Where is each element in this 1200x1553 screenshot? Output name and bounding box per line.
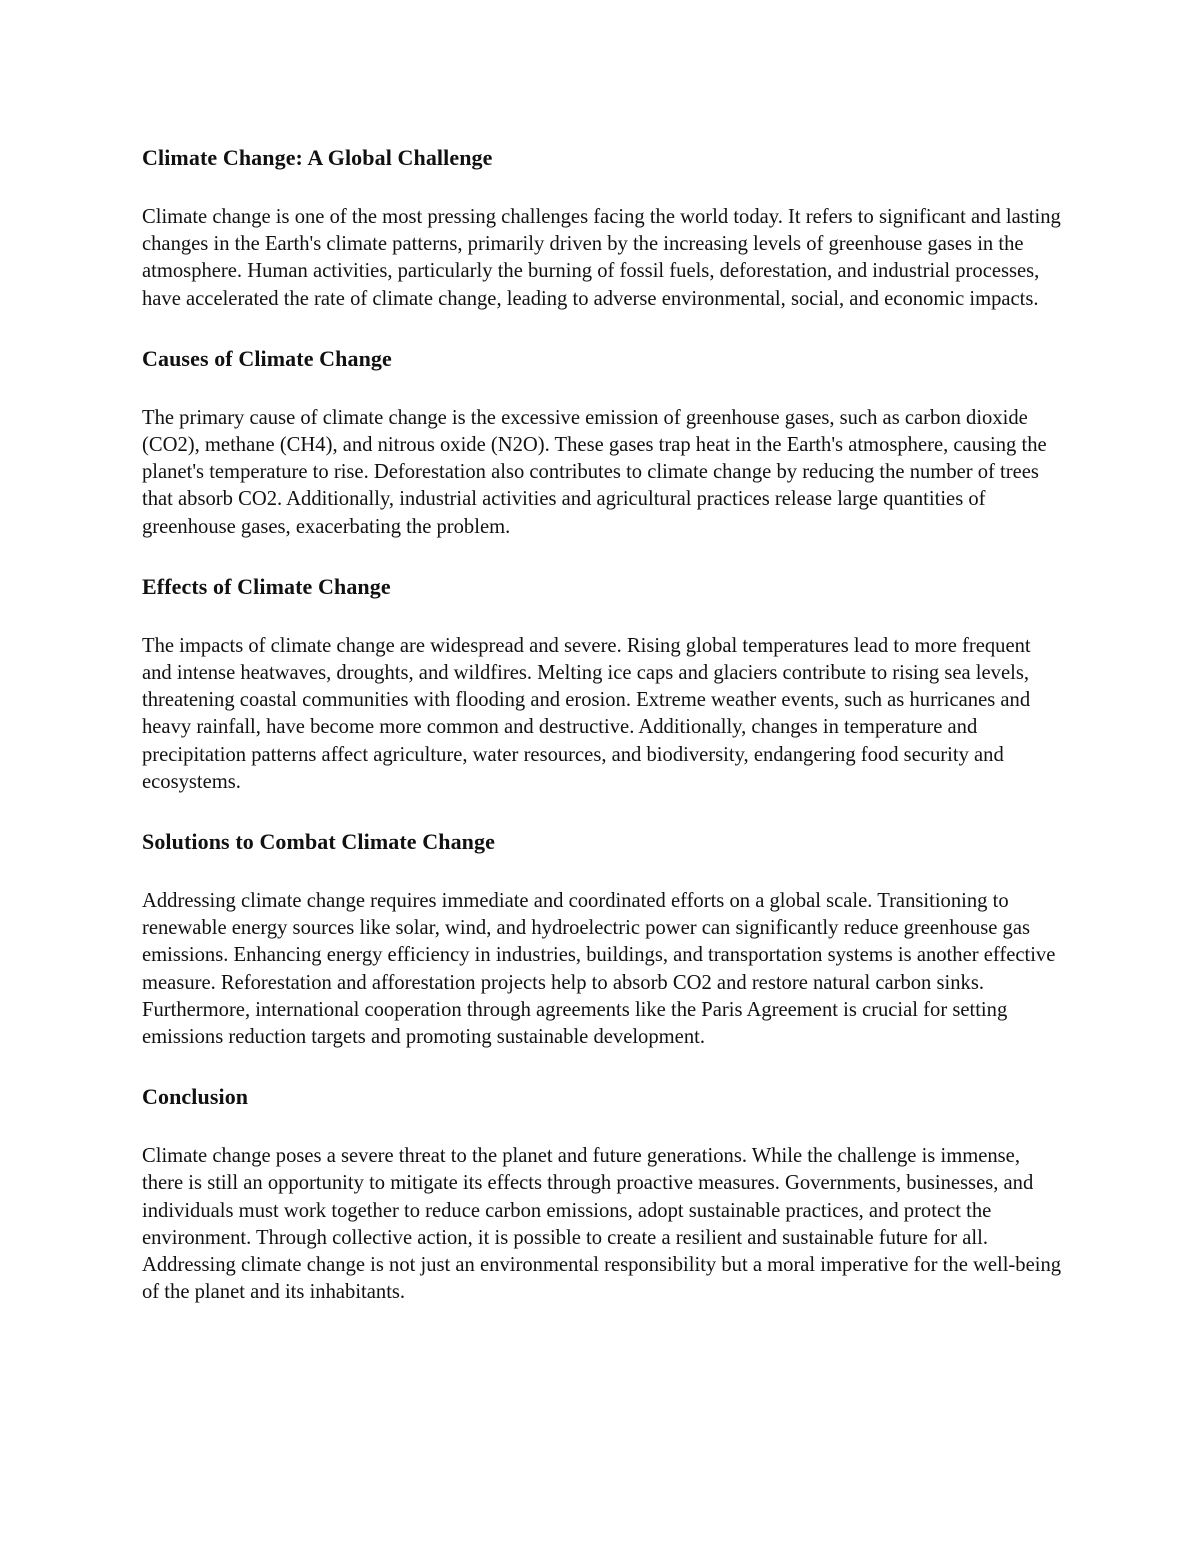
conclusion-paragraph: Climate change poses a severe threat to the planet and future generations. While the challenge is immense, there is still an opportunity to mitigate its effects through proactive measures. Governments, businesses, and individuals must work together to reduce carbon emissions, adopt sustainable practices, and protect the environment. Through collective action, it is possible to create a resilient and sustainable future for all. Addressing climate change is not just an environmental responsibility but a moral imperative for the well-being of the planet and its inhabitants. — [142, 1145, 1062, 1304]
causes-paragraph: The primary cause of climate change is the excessive emission of greenhouse gases, such as carbon dioxide (CO2), methane (CH4), and nitrous oxide (N2O). These gases trap heat in the Earth's atmosphere, causing the planet's temperature to rise. Deforestation also contributes to climate change by reducing the number of trees that absorb CO2. Additionally, industrial activities and agricultural practices release large quantities of greenhouse gases, exacerbating the problem. — [142, 406, 1047, 538]
document-content — [142, 140, 1062, 1306]
intro-paragraph: Climate change is one of the most pressing challenges facing the world today. It refers to significant and lasting changes in the Earth's climate patterns, primarily driven by the increasing levels of greenhouse gases in the atmosphere. Human activities, particularly the burning of fossil fuels, deforestation, and industrial processes, have accelerated the rate of climate change, leading to adverse environmental, social, and economic impacts. — [142, 206, 1061, 310]
causes-heading: Causes of Climate Change — [142, 345, 392, 371]
effects-paragraph: The impacts of climate change are widespread and severe. Rising global temperatures lead to more frequent and intense heatwaves, droughts, and wildfires. Melting ice caps and glaciers contribute to rising sea levels, threatening coastal communities with flooding and erosion. Extreme weather events, such as hurricanes and heavy rainfall, have become more common and destructive. Additionally, changes in temperature and precipitation patterns affect agriculture, water resources, and biodiversity, endangering food security and ecosystems. — [142, 634, 1031, 793]
effects-heading: Effects of Climate Change — [142, 573, 391, 599]
solutions-paragraph: Addressing climate change requires immediate and coordinated efforts on a global scale. Transitioning to renewable energy sources like solar, wind, and hydroelectric power can significantly reduce greenhouse gas emissions. Enhancing energy efficiency in industries, buildings, and transportation systems is another effective measure. Reforestation and afforestation projects help to absorb CO2 and restore natural carbon sinks. Furthermore, international cooperation through agreements like the Paris Agreement is crucial for setting emissions reduction targets and promoting sustainable development. — [142, 890, 1056, 1049]
conclusion-heading: Conclusion — [142, 1084, 249, 1110]
solutions-heading: Solutions to Combat Climate Change — [142, 829, 495, 855]
document-title: Climate Change: A Global Challenge — [142, 145, 493, 170]
